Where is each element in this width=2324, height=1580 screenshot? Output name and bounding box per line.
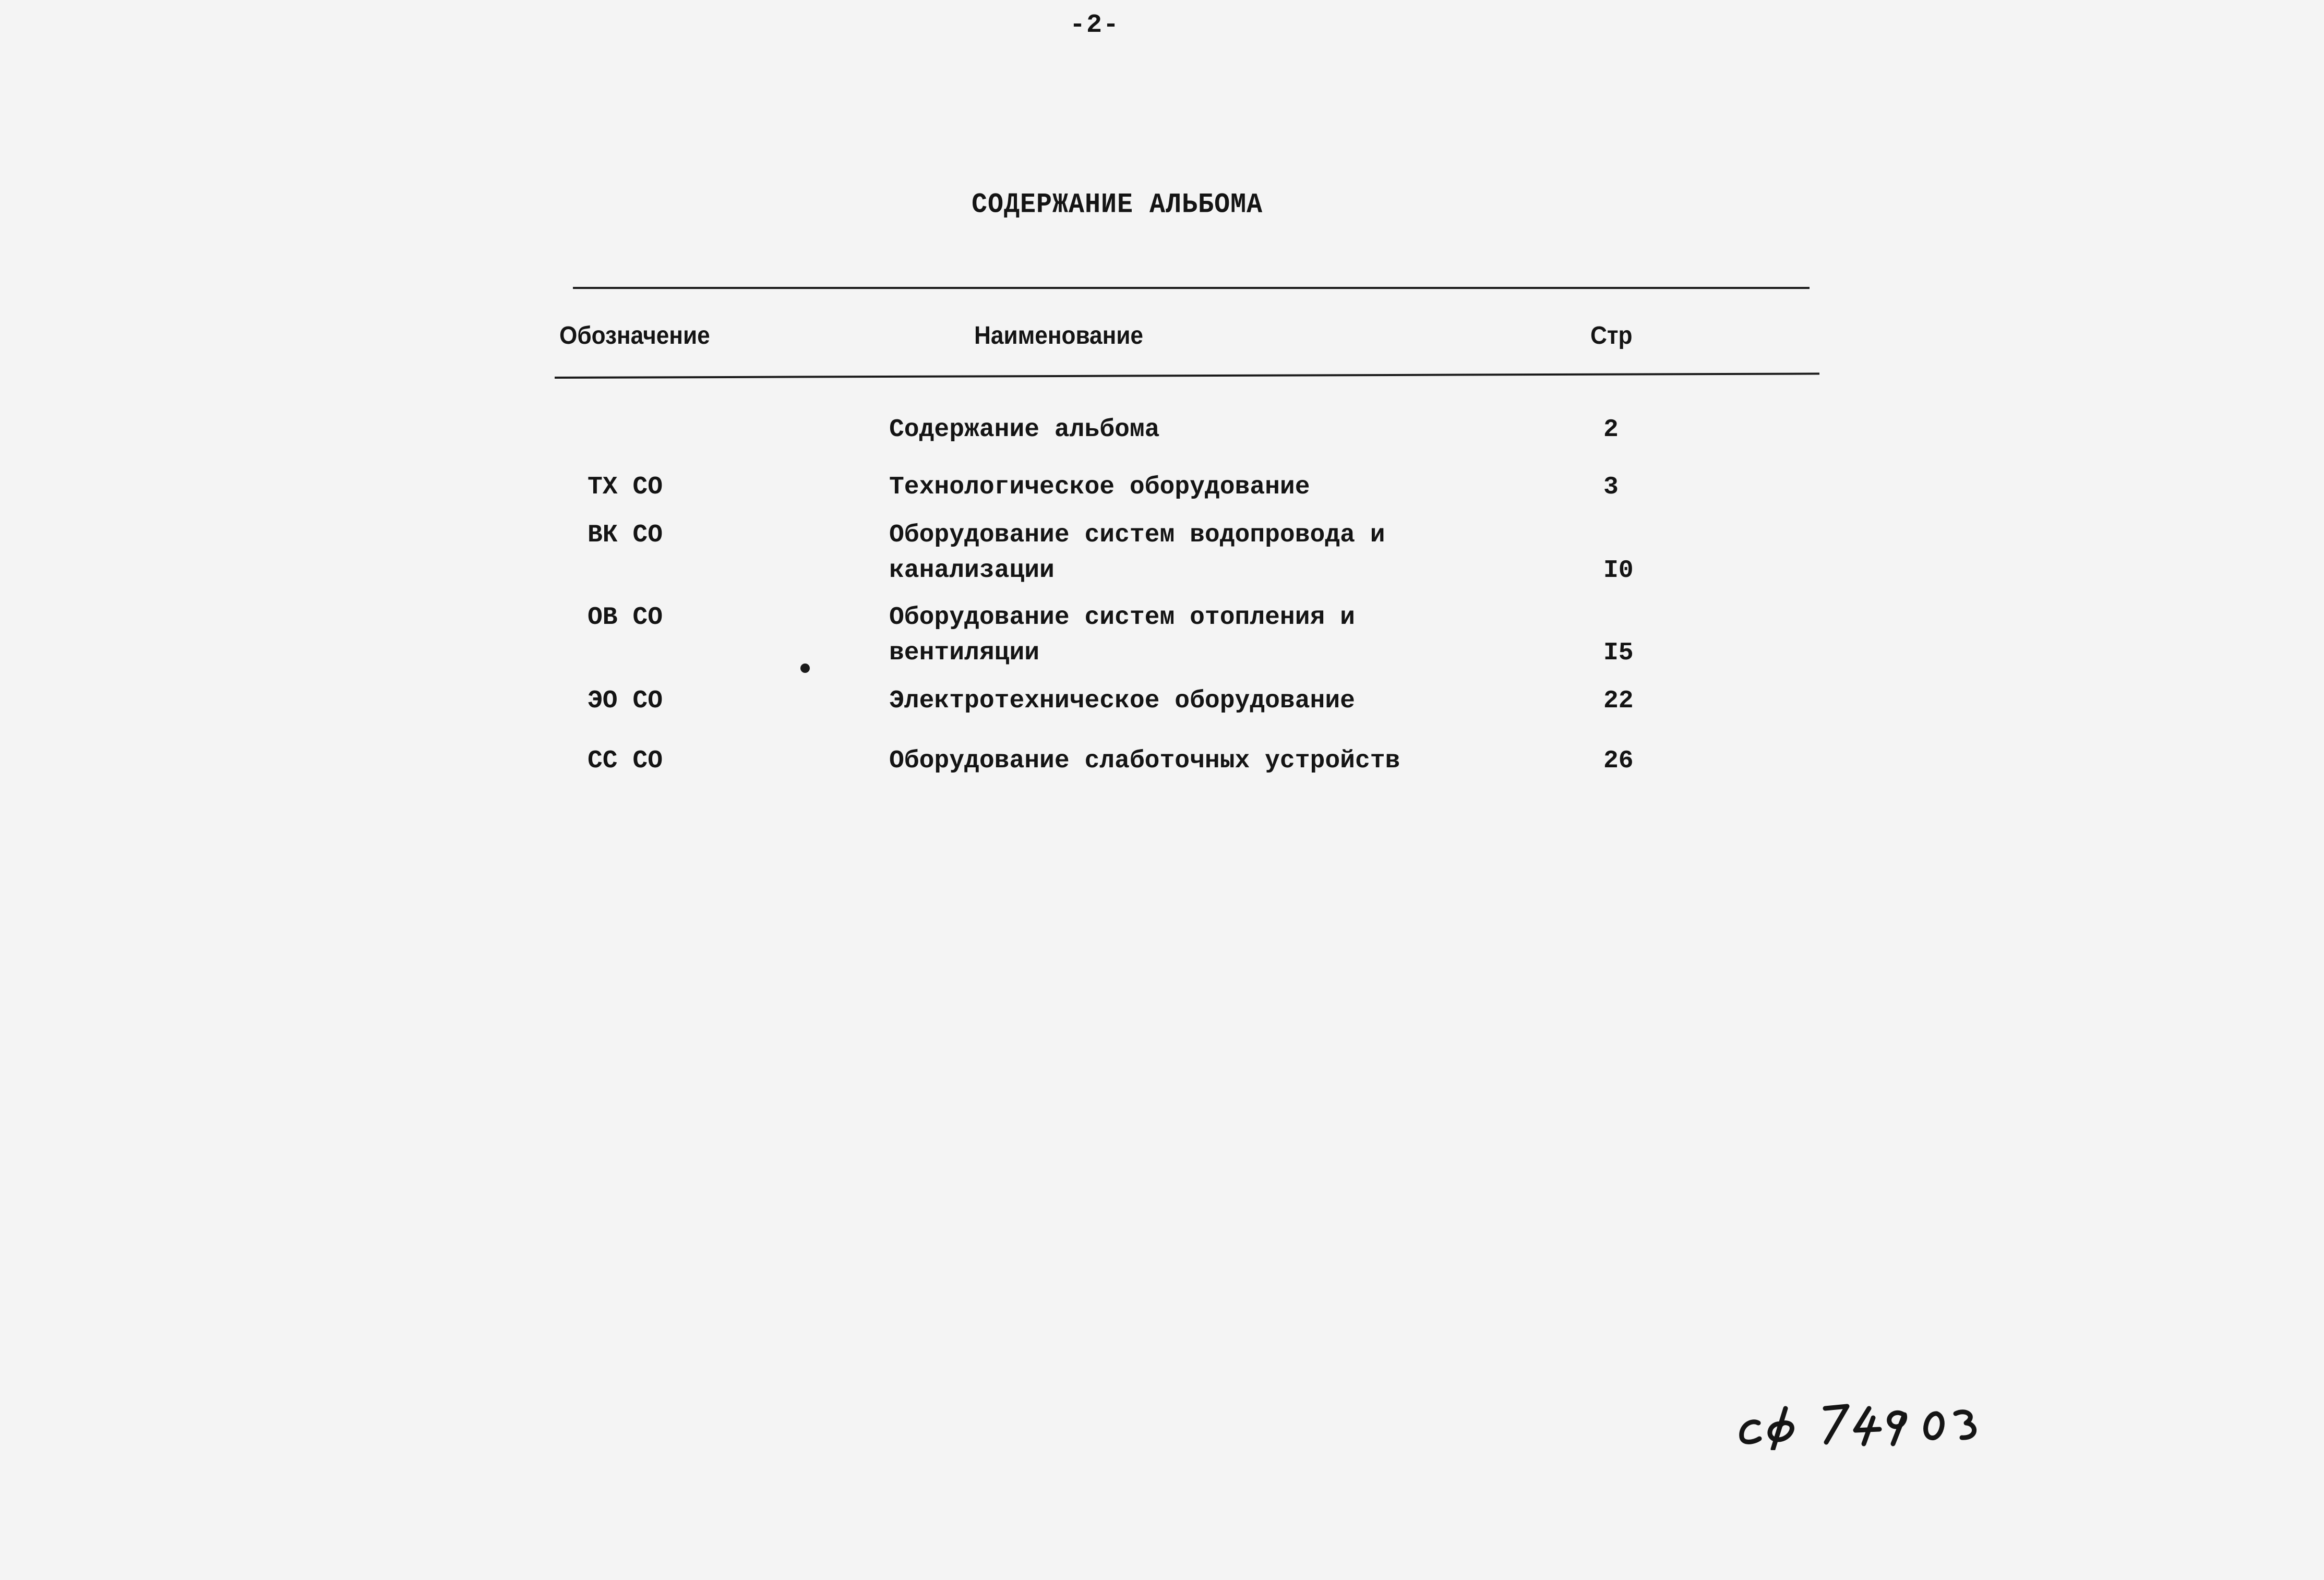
row-code: ВК СО <box>588 521 663 549</box>
document-title: СОДЕРЖАНИЕ АЛЬБОМА <box>972 189 1263 221</box>
row-page: 26 <box>1603 747 1634 775</box>
row-name-continuation: вентиляции <box>889 639 1040 667</box>
row-name: Технологическое оборудование <box>889 473 1310 501</box>
page-number: -2- <box>1070 10 1120 40</box>
table-header-rule <box>555 372 1819 379</box>
column-header-name: Наименование <box>974 322 1143 349</box>
row-code: ЭО СО <box>588 687 663 715</box>
row-name: Электротехническое оборудование <box>889 687 1355 715</box>
row-code: СС СО <box>588 747 663 775</box>
row-page: I5 <box>1603 639 1634 667</box>
row-name: Оборудование систем отопления и <box>889 604 1355 632</box>
row-page: 3 <box>1603 473 1619 501</box>
row-page: 22 <box>1603 687 1634 715</box>
column-header-page: Стр <box>1590 322 1633 349</box>
row-code: ТХ СО <box>588 473 663 501</box>
row-name-continuation: канализации <box>889 557 1055 585</box>
table-top-rule <box>573 287 1810 289</box>
row-name: Содержание альбома <box>889 416 1160 444</box>
row-code: ОВ СО <box>588 604 663 632</box>
row-name: Оборудование слаботочных устройств <box>889 747 1400 775</box>
row-name: Оборудование систем водопровода и <box>889 521 1385 549</box>
handwritten-signature <box>1732 1388 1983 1450</box>
ink-speck <box>800 664 810 673</box>
column-header-designation: Обозначение <box>559 322 710 349</box>
row-page: 2 <box>1603 416 1619 444</box>
row-page: I0 <box>1603 557 1634 585</box>
